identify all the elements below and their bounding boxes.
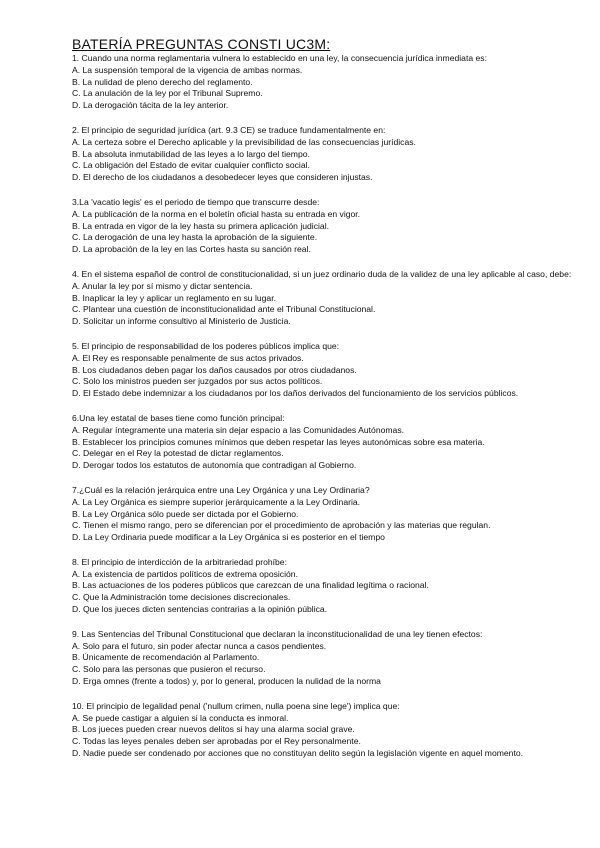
- answer-option: B. Únicamente de recomendación al Parlamento.: [72, 652, 260, 663]
- answer-option: D. El Estado debe indemnizar a los ciudadanos por los daños derivados del funcionamiento de los servicios públicos.: [72, 388, 519, 399]
- answer-option: D. La aprobación de la ley en las Cortes hasta su sanción real.: [72, 244, 311, 255]
- question-text: 5. El principio de responsabilidad de los poderes públicos implica que:: [72, 340, 340, 351]
- question-block: [72, 125, 572, 184]
- answer-option: C. Plantear una cuestión de inconstitucionalidad ante el Tribunal Constitucional.: [72, 304, 376, 315]
- question-text: 7.¿Cuál es la relación jerárquica entre una Ley Orgánica y una Ley Ordinaria?: [72, 484, 370, 495]
- answer-option: B. Las actuaciones de los poderes públicos que carezcan de una finalidad legítima o racional.: [72, 580, 429, 591]
- answer-option: C. Que la Administración tome decisiones discrecionales.: [72, 592, 291, 603]
- answer-option: B. Inaplicar la ley y aplicar un reglamento en su lugar.: [72, 292, 276, 303]
- document-title: BATERÍA PREGUNTAS CONSTI UC3M:: [72, 36, 331, 52]
- question-text: 6.Una ley estatal de bases tiene como función principal:: [72, 412, 285, 423]
- question-block: [72, 629, 572, 688]
- question-text: 4. En el sistema español de control de constitucionalidad, si un juez ordinario duda de la validez de una ley aplicable al caso, debe:: [72, 268, 572, 279]
- answer-option: B. La Ley Orgánica sólo puede ser dictada por el Gobierno.: [72, 508, 299, 519]
- answer-option: C. Todas las leyes penales deben ser aprobadas por el Rey personalmente.: [72, 736, 361, 747]
- answer-option: B. Establecer los principios comunes mínimos que deben respetar las leyes autonómicas sobre esa materia.: [72, 436, 485, 447]
- answer-option: A. Anular la ley por sí mismo y dictar sentencia.: [72, 280, 253, 291]
- question-text: 1. Cuando una norma reglamentaria vulnera lo establecido en una ley, la consecuencia jurídica inmediata es:: [72, 53, 487, 63]
- answer-option: D. Erga omnes (frente a todos) y, por lo general, producen la nulidad de la norma: [72, 676, 381, 687]
- answer-option: A. La publicación de la norma en el boletín oficial hasta su entrada en vigor.: [72, 208, 361, 219]
- question-text: 10. El principio de legalidad penal ('nullum crimen, nulla poena sine lege') implica que:: [72, 700, 400, 711]
- question-text: 3.La 'vacatio legis' es el periodo de tiempo que transcurre desde:: [72, 196, 320, 207]
- question-text: 9. Las Sentencias del Tribunal Constitucional que declaran la inconstitucionalidad de una ley tienen efectos:: [72, 628, 483, 639]
- answer-option: A. La certeza sobre el Derecho aplicable y la previsibilidad de las consecuencias jurídicas.: [72, 136, 416, 147]
- answer-option: D. La derogación tácita de la ley anterior.: [72, 100, 229, 111]
- answer-option: B. Los ciudadanos deben pagar los daños causados por otros ciudadanos.: [72, 364, 357, 375]
- answer-option: A. La suspensión temporal de la vigencia de ambas normas.: [72, 64, 303, 75]
- question-text: 2. El principio de seguridad jurídica (art. 9.3 CE) se traduce fundamentalmente en:: [72, 124, 386, 135]
- answer-option: D. Solicitar un informe consultivo al Ministerio de Justicia.: [72, 316, 291, 327]
- question-block: [72, 557, 572, 616]
- answer-option: C. Solo los ministros pueden ser juzgados por sus actos políticos.: [72, 376, 323, 387]
- question-block: [72, 413, 572, 472]
- question-block: [72, 485, 572, 544]
- answer-option: D. El derecho de los ciudadanos a desobedecer leyes que consideren injustas.: [72, 172, 373, 183]
- answer-option: D. Que los jueces dicten sentencias contrarias a la opinión pública.: [72, 604, 328, 615]
- answer-option: C. Tienen el mismo rango, pero se diferencian por el procedimiento de aprobación y las materias que regulan.: [72, 520, 491, 531]
- answer-option: D. Nadie puede ser condenado por acciones que no constituyan delito según la legislación vigente en aquel momento.: [72, 748, 523, 759]
- answer-option: B. Los jueces pueden crear nuevos delitos si hay una alarma social grave.: [72, 724, 355, 735]
- answer-option: B. La absoluta inmutabilidad de las leyes a lo largo del tiempo.: [72, 148, 310, 159]
- answer-option: A. Regular íntegramente una materia sin dejar espacio a las Comunidades Autónomas.: [72, 424, 405, 435]
- question-block: [72, 269, 572, 328]
- answer-option: C. La anulación de la ley por el Tribunal Supremo.: [72, 88, 263, 99]
- question-block: [72, 701, 572, 760]
- question-block: [72, 197, 572, 256]
- answer-option: A. El Rey es responsable penalmente de sus actos privados.: [72, 352, 304, 363]
- answer-option: A. La existencia de partidos políticos de extrema oposición.: [72, 568, 298, 579]
- answer-option: C. La obligación del Estado de evitar cualquier conflicto social.: [72, 160, 310, 171]
- question-text: 8. El principio de interdicción de la arbitrariedad prohíbe:: [72, 556, 287, 567]
- answer-option: B. La nulidad de pleno derecho del reglamento.: [72, 76, 253, 87]
- answer-option: C. Delegar en el Rey la potestad de dictar reglamentos.: [72, 448, 284, 459]
- answer-option: C. La derogación de una ley hasta la aprobación de la siguiente.: [72, 232, 318, 243]
- answer-option: D. La Ley Ordinaria puede modificar a la Ley Orgánica si es posterior en el tiempo: [72, 532, 385, 543]
- document-page: [72, 36, 572, 773]
- answer-option: A. Se puede castigar a alguien si la conducta es inmoral.: [72, 712, 289, 723]
- question-block: [72, 53, 572, 112]
- question-list: [72, 53, 572, 760]
- answer-option: D. Derogar todos los estatutos de autonomía que contradigan al Gobierno.: [72, 460, 357, 471]
- answer-option: B. La entrada en vigor de la ley hasta su primera aplicación judicial.: [72, 220, 330, 231]
- answer-option: C. Solo para las personas que pusieron el recurso.: [72, 664, 266, 675]
- answer-option: A. Solo para el futuro, sin poder afectar nunca a casos pendientes.: [72, 640, 327, 651]
- question-block: [72, 341, 572, 400]
- answer-option: A. La Ley Orgánica es siempre superior jerárquicamente a la Ley Ordinaria.: [72, 496, 361, 507]
